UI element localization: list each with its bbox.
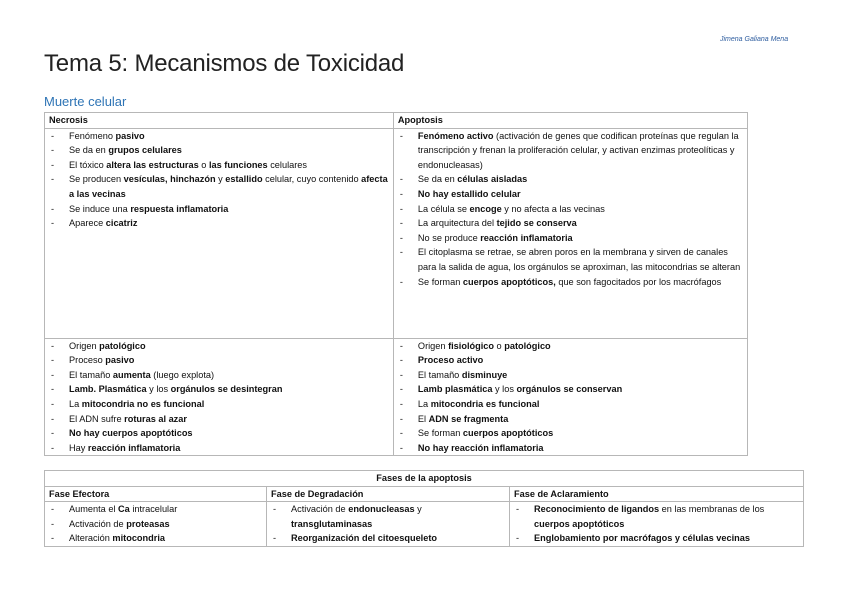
list-item: - La mitocondria es funcional [398,397,743,412]
list-item: - El citoplasma se retrae, se abren poros en la membrana y sirven de canales para la salida de agua, los orgánulos se aproximan, las mitocondrias se alteran [398,245,743,274]
list-item: - Aparece cicatriz [49,216,389,231]
comparison-table [44,112,748,456]
list-item: - Lamb. Plasmática y los orgánulos se desintegran [49,382,389,397]
author-name: Jimena Galiana Mena [720,36,789,43]
table-caption-row [45,471,804,487]
section-heading: Muerte celular [44,94,127,109]
list-item: - Se da en grupos celulares [49,143,389,158]
apoptosis-characteristics [393,128,747,338]
phases-caption: Fases de la apoptosis [45,471,804,487]
list-item: - Se producen vesículas, hinchazón y estallido celular, cuyo contenido afecta a las vecinas [49,172,389,201]
list-item: - Se induce una respuesta inflamatoria [49,202,389,217]
table-row-comparison [45,338,748,456]
list-item: - Englobamiento por macrófagos y células vecinas [514,531,799,546]
list-item: - No hay reacción inflamatoria [398,441,743,456]
list-item: - El tóxico altera las estructuras o las funciones celulares [49,158,389,173]
list-item: - Fenómeno activo (activación de genes que codifican proteínas que regulan la transcripción y frenan la proliferación celular, y activan enzimas proteolíticas y endonucleasas) [398,129,743,173]
list-item: - El ADN se fragmenta [398,412,743,427]
apoptosis-comparison [393,338,747,456]
list-item: - Alteración mitocondria [49,531,262,546]
list-item: - Aumenta el Ca intracelular [49,502,262,517]
page-title: Tema 5: Mecanismos de Toxicidad [44,50,405,77]
table-row-characteristics [45,128,748,338]
header-fase-degradacion: Fase de Degradación [267,486,510,502]
list-item: - Se forman cuerpos apoptóticos [398,426,743,441]
fase-aclaramiento-items [510,502,804,547]
header-necrosis: Necrosis [45,113,394,129]
necrosis-characteristics [45,128,394,338]
list-item: - No hay cuerpos apoptóticos [49,426,389,441]
table-header-row [45,113,748,129]
apoptosis-phases-table [44,470,804,547]
list-item: - Origen fisiológico o patológico [398,339,743,354]
list-item: - Lamb plasmática y los orgánulos se conservan [398,382,743,397]
list-item: - Se da en células aisladas [398,172,743,187]
list-item: - No se produce reacción inflamatoria [398,231,743,246]
list-item: - Se forman cuerpos apoptóticos, que son fagocitados por los macrófagos [398,275,743,290]
table-row-phases [45,502,804,547]
list-item: - El tamaño disminuye [398,368,743,383]
list-item: - Reorganización del citoesqueleto [271,531,505,546]
header-fase-aclaramiento: Fase de Aclaramiento [510,486,804,502]
list-item: - Proceso activo [398,353,743,368]
list-item: - Reconocimiento de ligandos en las membranas de los cuerpos apoptóticos [514,502,799,531]
list-item: - Origen patológico [49,339,389,354]
header-fase-efectora: Fase Efectora [45,486,267,502]
header-apoptosis: Apoptosis [393,113,747,129]
table-header-row [45,486,804,502]
list-item: - La célula se encoge y no afecta a las vecinas [398,202,743,217]
list-item: - Proceso pasivo [49,353,389,368]
fase-efectora-items [45,502,267,547]
list-item: - Hay reacción inflamatoria [49,441,389,456]
list-item: - Activación de proteasas [49,517,262,532]
list-item: - El ADN sufre roturas al azar [49,412,389,427]
list-item: - La mitocondria no es funcional [49,397,389,412]
list-item: - El tamaño aumenta (luego explota) [49,368,389,383]
necrosis-comparison [45,338,394,456]
list-item: - La arquitectura del tejido se conserva [398,216,743,231]
list-item: - Activación de endonucleasas y transglutaminasas [271,502,505,531]
list-item: - No hay estallido celular [398,187,743,202]
fase-degradacion-items [267,502,510,547]
list-item: - Fenómeno pasivo [49,129,389,144]
